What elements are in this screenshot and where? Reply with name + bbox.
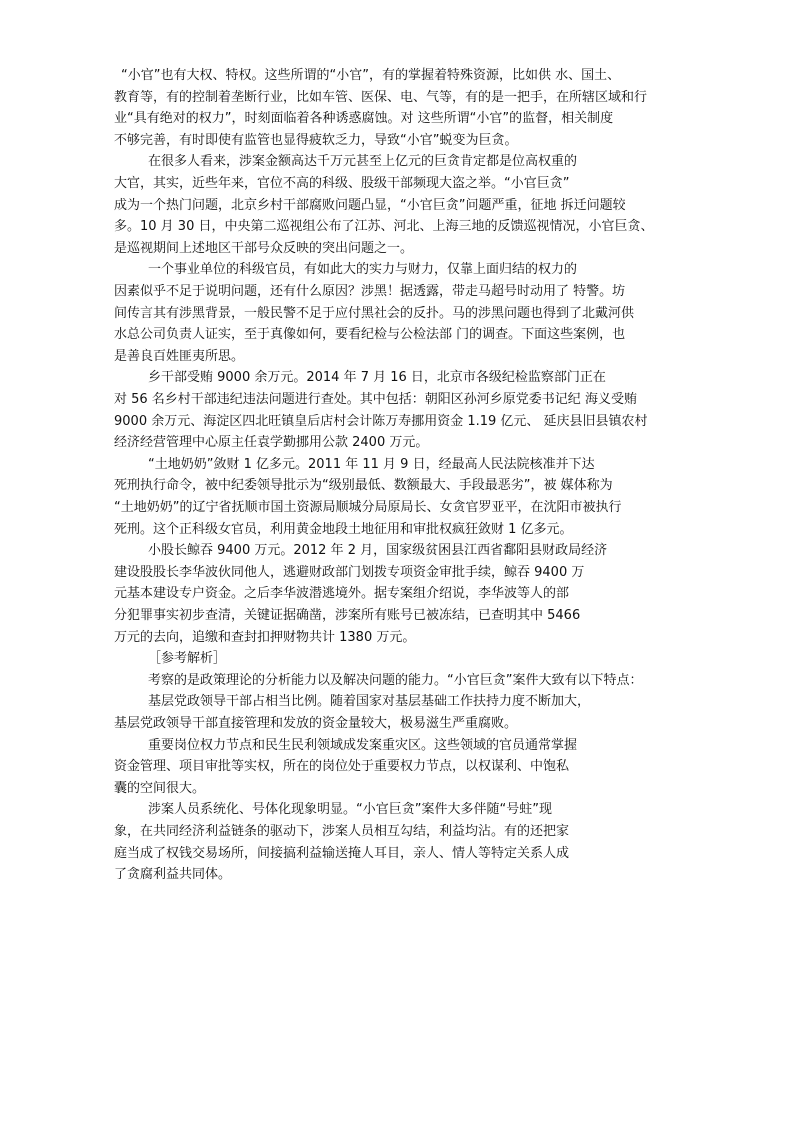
text-line: 囊的空间很大。 [114,781,206,796]
text-line: 重要岗位权力节点和民生民利领域成发案重灾区。这些领域的官员通常掌握 [148,738,578,753]
text-line: 考察的是政策理论的分析能力以及解决问题的能力。“小官巨贪”案件大致有以下特点： [148,673,643,688]
text-line: 庭当成了权钱交易场所，间接搞利益输送掩人耳目，亲人、情人等特定关系人成 [114,846,570,861]
text-line: 大官，其实，近些年来，官位不高的科级、股级干部频现大盗之举。“小官巨贪” [114,176,570,191]
text-line: 是巡视期间上述地区干部号众反映的突出问题之一。 [114,241,414,256]
text-line: 成为一个热门问题，北京乡村干部腐败问题凸显，“小官巨贪”问题严重，征地 拆迁问题较 [114,198,626,213]
text-line: 因素似乎不足于说明问题，还有什么原因？涉黑！据透露，带走马超号时动用了 特警。坊 [114,284,626,299]
text-line: 死刑。这个正科级女官员，利用黄金地段土地征用和审批权疯狂敛财 1 亿多元。 [114,522,573,537]
text-line: 建设股股长李华波伙同他人，逃避财政部门划拨专项资金审批手续，鲸吞 9400 万 [114,565,585,580]
text-line: 一个事业单位的科级官员，有如此大的实力与财力，仅靠上面归结的权力的 [148,262,578,277]
text-line: 万元的去向，追缴和查封扣押财物共计 1380 万元。 [114,630,416,645]
text-line: 分犯罪事实初步查清，关键证据确凿，涉案所有账号已被冻结，已查明其中 5466 [114,608,581,623]
text-line: “土地奶奶”敛财 1 亿多元。2011 年 11 月 9 日，经最高人民法院核准并下达 [148,457,595,472]
text-line: 间传言其有涉黑背景，一般民警不足于应付黑社会的反扑。马的涉黑问题也得到了北戴河供 [114,306,635,321]
text-line: 教育等，有的控制着垄断行业，比如车管、医保、电、气等，有的是一把手，在所辖区域和行 [114,90,648,105]
text-line: 基层党政领导干部直接管理和发放的资金量较大，极易滋生严重腐败。 [114,716,518,731]
text-line: “小官”也有大权、特权。这些所谓的“小官”，有的掌握着特殊资源，比如供 水、国土、 [121,68,621,83]
text-line: 经济经营管理中心原主任袁学勤挪用公款 2400 万元。 [114,435,429,450]
text-line: 小股长鲸吞 9400 万元。2012 年 2 月，国家级贫困县江西省鄱阳县财政局经济 [148,543,608,558]
text-line: 涉案人员系统化、号体化现象明显。“小官巨贪”案件大多伴随“号蛀”现 [148,802,552,817]
text-line: 基层党政领导干部占相当比例。随着国家对基层基础工作扶持力度不断加大， [148,694,591,709]
text-line: 业“具有绝对的权力”，时刻面临着各种诱惑腐蚀。对 这些所谓“小官”的监督，相关制度 [114,111,614,126]
text-line: 不够完善，有时即使有监管也显得疲软乏力，导致“小官”蜕变为巨贪。 [114,133,518,148]
text-line: 象，在共同经济利益链条的驱动下，涉案人员相互勾结，利益均沾。有的还把家 [114,824,570,839]
text-line: 在很多人看来，涉案金额高达千万元甚至上亿元的巨贪肯定都是位高权重的 [148,154,578,169]
text-line: 9000 余万元、海淀区四北旺镇皇后店村会计陈万寿挪用资金 1.19 亿元、 延庆县旧县镇农村 [114,414,648,429]
text-line: 死刑执行命令，被中纪委领导批示为“级别最低、数额最大、手段最恶劣”，被 媒体称为 [114,478,613,493]
text-line: 乡干部受贿 9000 余万元。2014 年 7 月 16 日，北京市各级纪检监察部门正在 [148,370,606,385]
text-line: 多。10 月 30 日，中央第二巡视组公布了江苏、河北、上海三地的反馈巡视情况，小官巨贪、 [114,219,654,234]
text-line: “土地奶奶”的辽宁省抚顺市国土资源局顺城分局原局长、女贪官罗亚平，在沈阳市被执行 [114,500,622,515]
text-line: 是善良百姓匪夷所思。 [114,349,245,364]
text-line: 水总公司负责人证实，至于真像如何，要看纪检与公检法部 门的调查。下面这些案例，也 [114,327,626,342]
text-line: ［参考解析］ [148,651,227,666]
text-line: 对 56 名乡村干部违纪违法问题进行查处。其中包括：朝阳区孙河乡原党委书记纪 海义受贿 [114,392,637,407]
text-line: 元基本建设专户资金。之后李华波潜逃境外。据专案组介绍说，李华波等人的部 [114,586,570,601]
text-line: 资金管理、项目审批等实权，所在的岗位处于重要权力节点，以权谋利、中饱私 [114,759,570,774]
text-line: 了贪腐利益共同体。 [114,867,232,882]
